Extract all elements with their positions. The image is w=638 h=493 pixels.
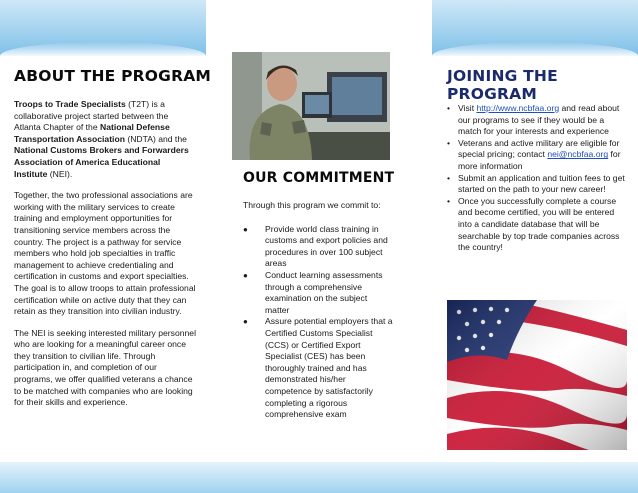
joining-item-2-pre: Veterans and active military are eligible for special pricing; contact [458, 137, 620, 160]
joining-item [447, 138, 625, 173]
about-paragraph-3: The NEI is seeking interested military personnel who are looking for a meaningful career once they transition to civilian life. Through participation in, and completion of our programs, we offer qualified veterans a chance to be matched with companies who are looking for their skills and experience. [14, 327, 196, 408]
soldier-photo-illustration [232, 52, 390, 160]
bullet-icon: ● [243, 224, 248, 234]
ncbfaa-website-link[interactable]: http://www.ncbfaa.org [476, 103, 560, 113]
bullet-icon: • [447, 195, 451, 206]
commitment-item [243, 316, 393, 420]
commitment-item-text: Assure potential employers that a Certified Customs Specialist (CCS) or Certified Export Specialist (CES) has been thoroughly trained and has demonstrated his/her competence by satisfactorily completing a rigorous comprehensive exam [265, 316, 393, 420]
about-p1-run-5: (NEI). [47, 168, 73, 179]
joining-heading: JOINING THE PROGRAM [447, 67, 558, 103]
about-p1-run-2: National Defense Transportation Association [14, 122, 170, 144]
header-banner-left [0, 0, 206, 56]
commitment-heading: OUR COMMITMENT [243, 170, 395, 186]
commitment-intro: Through this program we commit to: [243, 200, 381, 210]
about-p1-run-4: National Customs Brokers and Forwarders Association of America Educational Institute [14, 145, 189, 179]
about-paragraph-1 [14, 99, 196, 180]
commitment-list [243, 224, 393, 421]
bullet-icon: • [447, 137, 451, 148]
joining-item [447, 173, 625, 196]
commitment-item [243, 224, 393, 270]
bullet-icon: ● [243, 317, 248, 327]
commitment-section [243, 200, 393, 421]
joining-item-3-text: Submit an application and tuition fees to get started on the path to your new career! [458, 172, 625, 195]
joining-item-4-text: Once you successfully complete a course and become certified, you will be entered into a candidate database that will be searchable by top trade companies across the country! [458, 195, 620, 253]
bullet-icon: • [447, 103, 451, 113]
contact-email-link[interactable]: nei@ncbfaa.org [547, 149, 609, 160]
flag-illustration [447, 300, 627, 450]
american-flag-image [447, 300, 627, 450]
joining-item-2-post: for more information [458, 149, 621, 171]
bullet-icon: ● [243, 270, 248, 280]
joining-item-1-pre: Visit [458, 103, 477, 113]
soldier-photo [232, 52, 390, 160]
joining-item-1-post: and read about our programs to see if they would be a match for your interests and experience [458, 103, 620, 137]
about-section [14, 99, 196, 419]
about-p1-run-1: (T2T) is a collaborative project started between the Atlanta Chapter of the [14, 99, 169, 133]
joining-item [447, 196, 625, 254]
footer-banner [0, 462, 638, 493]
about-p1-run-3: (NDTA) and the [124, 133, 187, 144]
commitment-item [243, 270, 393, 316]
header-banner-right [432, 0, 638, 56]
about-heading: ABOUT THE PROGRAM [14, 67, 212, 85]
joining-list [447, 103, 625, 254]
commitment-item-text: Conduct learning assessments through a comprehensive examination on the subject matter [265, 269, 383, 315]
about-paragraph-2: Together, the two professional associations are working with the military services to create training and employment opportunities for transitioning service members across the country. The project is a pathway for service members who hold job specialties in traffic management to achieve credentialing and certification in customs and export specialties. The goal is to allow troops to attain professional certification while on active duty that they can retain as they transition into civilian industry. [14, 190, 196, 317]
joining-section [447, 103, 625, 254]
commitment-item-text: Provide world class training in customs and export policies and procedures in over 100 subject areas [265, 223, 388, 269]
bullet-icon: • [447, 172, 451, 183]
about-p1-run-0: Troops to Trade Specialists [14, 99, 126, 109]
joining-item [447, 103, 625, 138]
